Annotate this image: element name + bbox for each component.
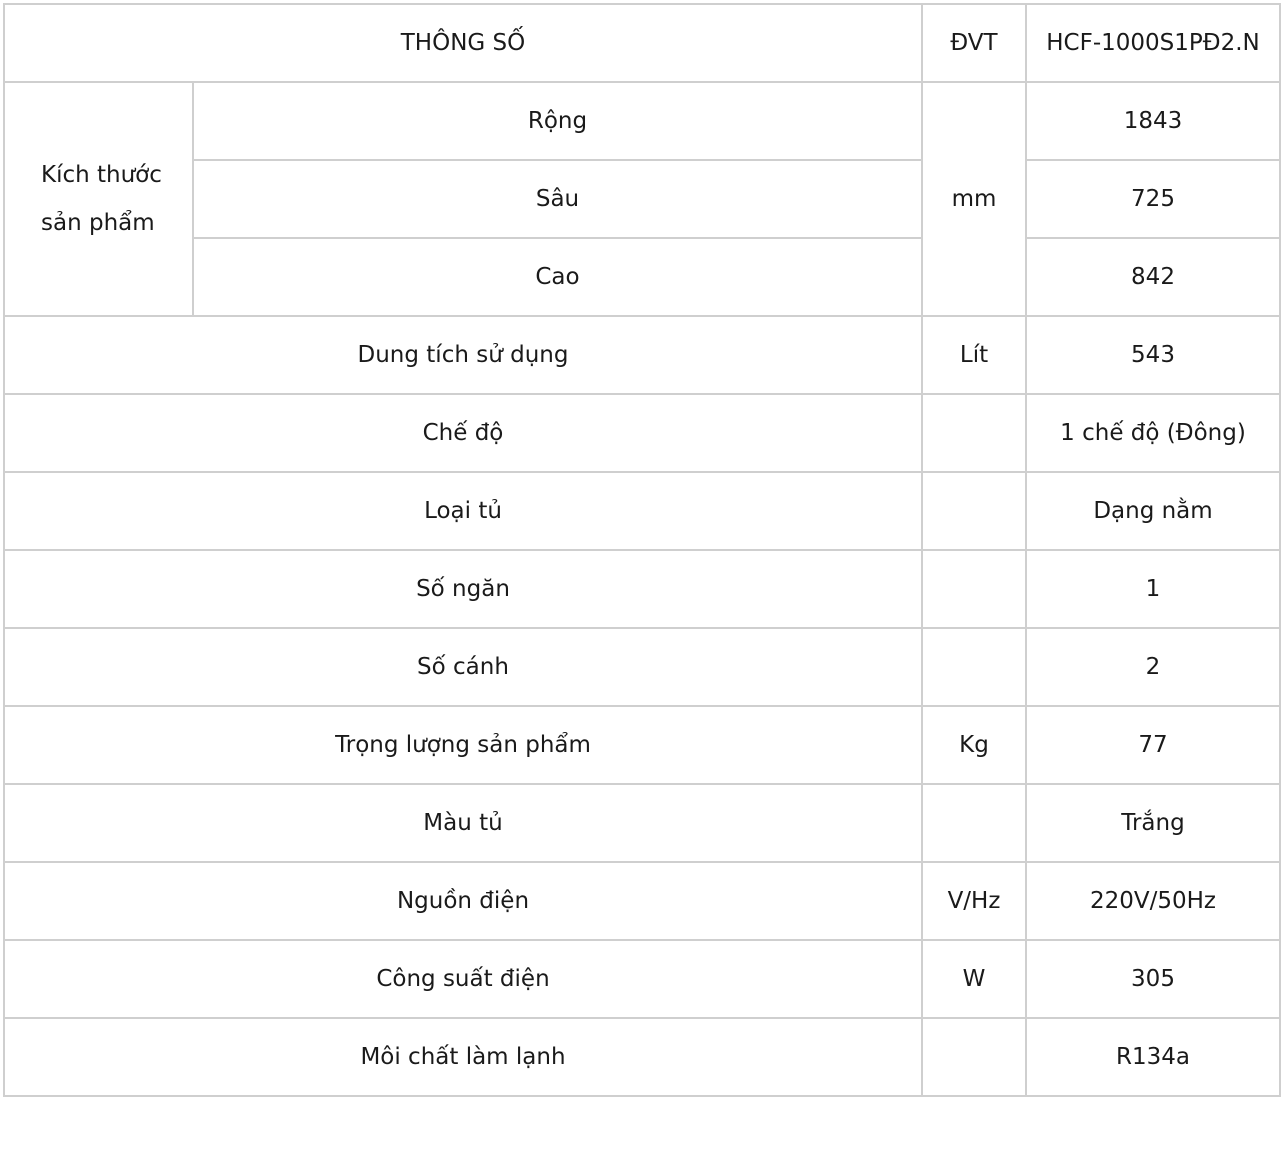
table-row [4,82,1280,160]
spec-value: 1 chế độ (Đông) [1026,394,1280,472]
spec-unit: V/Hz [922,862,1026,940]
spec-value: 220V/50Hz [1026,862,1280,940]
table-row [4,706,1280,784]
dimensions-group-label [4,82,193,316]
spec-label: Trọng lượng sản phẩm [4,706,922,784]
table-row [4,550,1280,628]
dimensions-group-label-line1: Kích thước [41,162,162,188]
table-row [4,628,1280,706]
table-row [4,160,1280,238]
spec-unit: Kg [922,706,1026,784]
table-row [4,1018,1280,1096]
spec-label: Số cánh [4,628,922,706]
spec-unit [922,784,1026,862]
spec-unit: W [922,940,1026,1018]
spec-label: Công suất điện [4,940,922,1018]
spec-unit [922,1018,1026,1096]
dimensions-group-label-line2: sản phẩm [41,210,155,236]
spec-label: Số ngăn [4,550,922,628]
header-row [4,4,1280,82]
spec-table [3,3,1281,1097]
spec-label: Chế độ [4,394,922,472]
spec-label: Loại tủ [4,472,922,550]
spec-unit: Lít [922,316,1026,394]
spec-value: 543 [1026,316,1280,394]
dimensions-unit: mm [922,82,1026,316]
spec-unit [922,628,1026,706]
header-param: THÔNG SỐ [4,4,922,82]
spec-value: 305 [1026,940,1280,1018]
table-row [4,862,1280,940]
dimension-value: 1843 [1026,82,1280,160]
header-unit: ĐVT [922,4,1026,82]
spec-value: Trắng [1026,784,1280,862]
spec-value: 2 [1026,628,1280,706]
spec-label: Màu tủ [4,784,922,862]
table-row [4,394,1280,472]
spec-unit [922,550,1026,628]
spec-value: 1 [1026,550,1280,628]
dimension-value: 725 [1026,160,1280,238]
header-model: HCF-1000S1PĐ2.N [1026,4,1280,82]
spec-value: 77 [1026,706,1280,784]
spec-label: Môi chất làm lạnh [4,1018,922,1096]
spec-label: Nguồn điện [4,862,922,940]
spec-label: Dung tích sử dụng [4,316,922,394]
dimension-label: Sâu [193,160,922,238]
spec-unit [922,472,1026,550]
table-row [4,472,1280,550]
spec-unit [922,394,1026,472]
spec-value: R134a [1026,1018,1280,1096]
dimension-value: 842 [1026,238,1280,316]
table-row [4,316,1280,394]
spec-value: Dạng nằm [1026,472,1280,550]
table-row [4,940,1280,1018]
table-row [4,784,1280,862]
dimension-label: Rộng [193,82,922,160]
table-row [4,238,1280,316]
dimension-label: Cao [193,238,922,316]
